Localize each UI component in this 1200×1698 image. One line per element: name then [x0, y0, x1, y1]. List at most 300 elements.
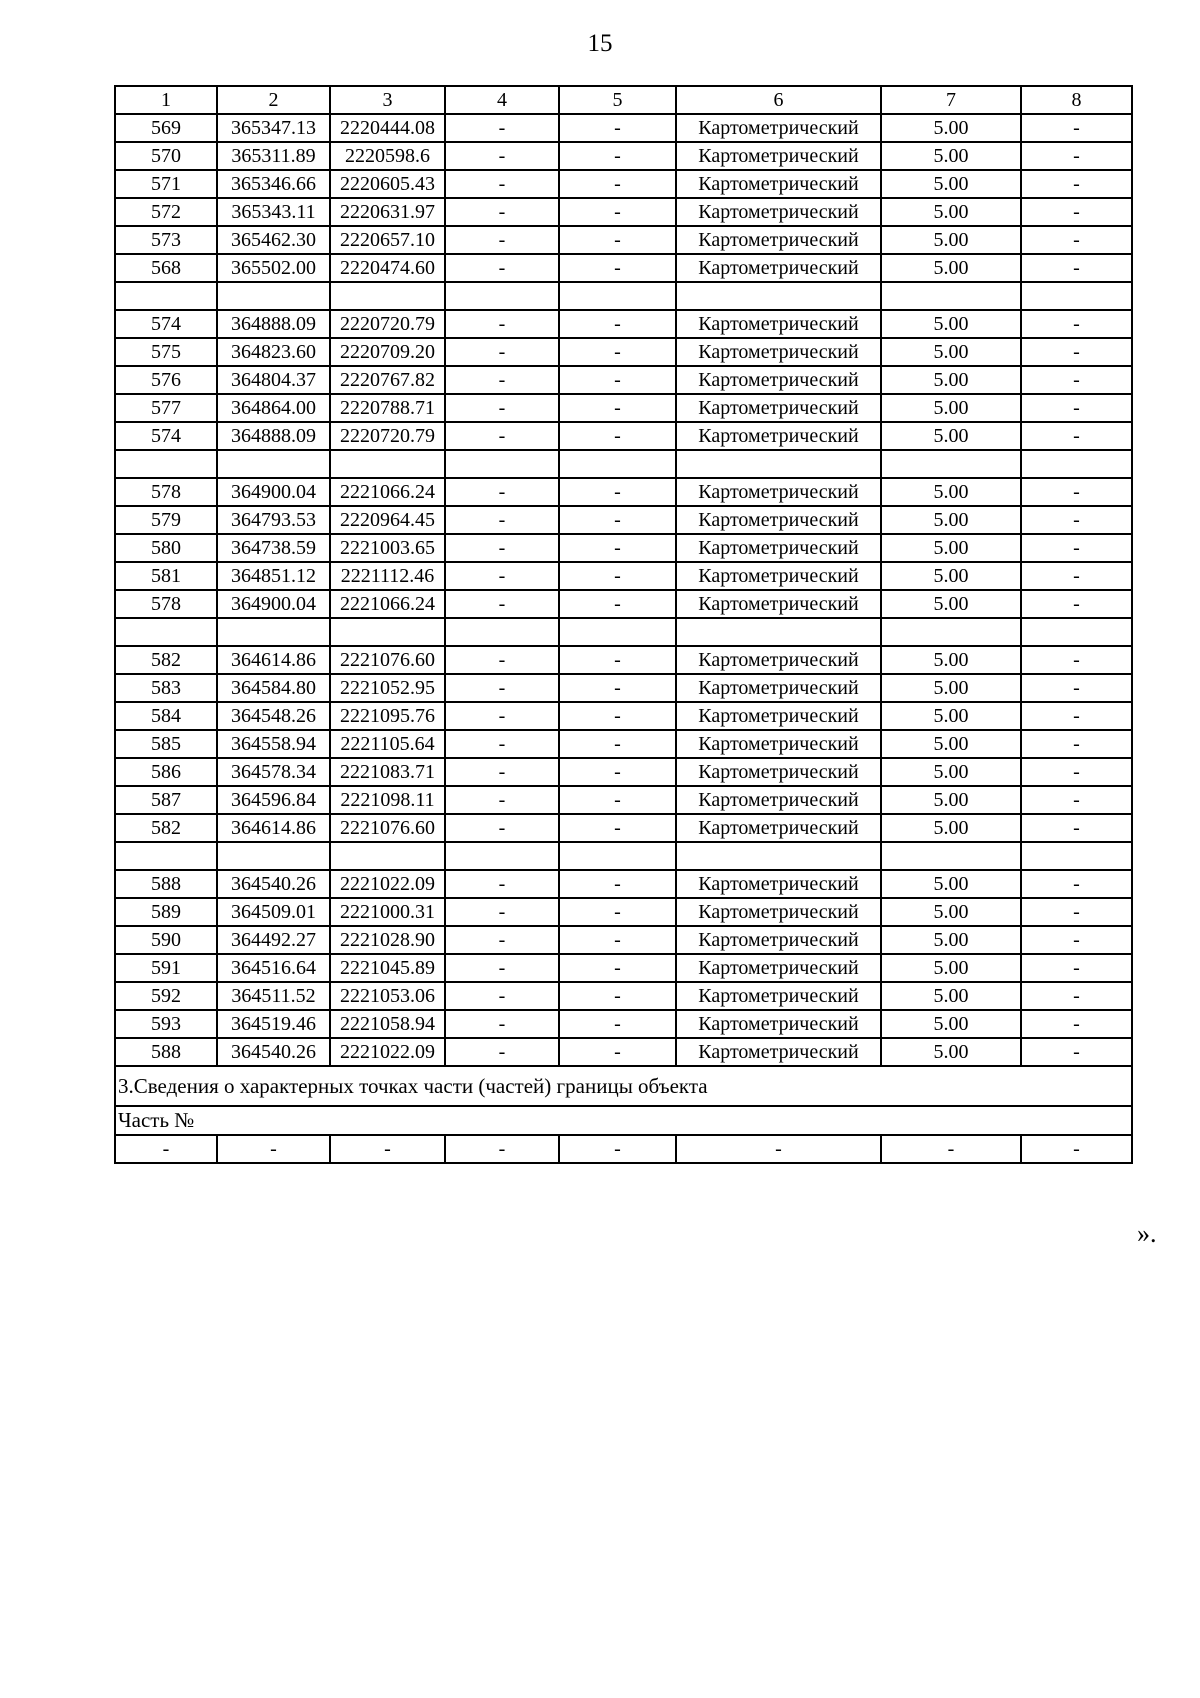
y-coordinate-cell	[330, 282, 445, 310]
header-cell: 5	[559, 86, 676, 114]
col8-cell: -	[1021, 702, 1132, 730]
x-coordinate-cell: 364851.12	[217, 562, 330, 590]
col5-cell: -	[559, 982, 676, 1010]
accuracy-cell: 5.00	[881, 954, 1021, 982]
col5-cell: -	[559, 338, 676, 366]
accuracy-cell: 5.00	[881, 478, 1021, 506]
col5-cell	[559, 282, 676, 310]
x-coordinate-cell: 364823.60	[217, 338, 330, 366]
y-coordinate-cell: 2221098.11	[330, 786, 445, 814]
table-row	[115, 478, 1132, 506]
col5-cell: -	[559, 646, 676, 674]
col8-cell: -	[1021, 646, 1132, 674]
point-number-cell: 585	[115, 730, 217, 758]
col4-cell: -	[445, 814, 559, 842]
y-coordinate-cell: 2221058.94	[330, 1010, 445, 1038]
x-coordinate-cell: 364492.27	[217, 926, 330, 954]
col5-cell	[559, 618, 676, 646]
col5-cell: -	[559, 1038, 676, 1066]
header-cell: 2	[217, 86, 330, 114]
table-row	[115, 394, 1132, 422]
accuracy-cell: 5.00	[881, 170, 1021, 198]
dash-row	[115, 1135, 1132, 1163]
accuracy-cell: 5.00	[881, 562, 1021, 590]
point-number-cell: 584	[115, 702, 217, 730]
col8-cell: -	[1021, 198, 1132, 226]
point-number-cell: 573	[115, 226, 217, 254]
y-coordinate-cell	[330, 842, 445, 870]
point-number-cell: 581	[115, 562, 217, 590]
point-number-cell: 578	[115, 478, 217, 506]
method-cell: Картометрический	[676, 1010, 881, 1038]
point-number-cell: 588	[115, 870, 217, 898]
dash-cell: -	[330, 1135, 445, 1163]
col8-cell: -	[1021, 534, 1132, 562]
col8-cell: -	[1021, 730, 1132, 758]
col4-cell: -	[445, 926, 559, 954]
point-number-cell: 570	[115, 142, 217, 170]
header-cell: 1	[115, 86, 217, 114]
point-number-cell: 574	[115, 310, 217, 338]
part-label-row	[115, 1106, 1132, 1135]
point-number-cell	[115, 450, 217, 478]
accuracy-cell	[881, 618, 1021, 646]
y-coordinate-cell: 2220444.08	[330, 114, 445, 142]
table-row	[115, 142, 1132, 170]
x-coordinate-cell	[217, 282, 330, 310]
col5-cell: -	[559, 534, 676, 562]
col8-cell	[1021, 450, 1132, 478]
x-coordinate-cell: 364864.00	[217, 394, 330, 422]
col8-cell: -	[1021, 226, 1132, 254]
header-cell: 3	[330, 86, 445, 114]
col8-cell: -	[1021, 786, 1132, 814]
x-coordinate-cell: 364888.09	[217, 422, 330, 450]
y-coordinate-cell: 2220964.45	[330, 506, 445, 534]
accuracy-cell: 5.00	[881, 730, 1021, 758]
col5-cell: -	[559, 702, 676, 730]
accuracy-cell: 5.00	[881, 786, 1021, 814]
y-coordinate-cell: 2220720.79	[330, 310, 445, 338]
x-coordinate-cell: 364519.46	[217, 1010, 330, 1038]
method-cell: Картометрический	[676, 1038, 881, 1066]
accuracy-cell: 5.00	[881, 534, 1021, 562]
x-coordinate-cell: 364900.04	[217, 590, 330, 618]
method-cell: Картометрический	[676, 646, 881, 674]
method-cell	[676, 842, 881, 870]
col4-cell: -	[445, 1038, 559, 1066]
col8-cell: -	[1021, 954, 1132, 982]
dash-cell: -	[559, 1135, 676, 1163]
y-coordinate-cell: 2220709.20	[330, 338, 445, 366]
method-cell: Картометрический	[676, 338, 881, 366]
col5-cell: -	[559, 254, 676, 282]
col5-cell: -	[559, 898, 676, 926]
table-row	[115, 898, 1132, 926]
x-coordinate-cell	[217, 842, 330, 870]
accuracy-cell: 5.00	[881, 338, 1021, 366]
table-row	[115, 646, 1132, 674]
accuracy-cell: 5.00	[881, 366, 1021, 394]
col5-cell: -	[559, 870, 676, 898]
col8-cell: -	[1021, 142, 1132, 170]
point-number-cell: 589	[115, 898, 217, 926]
y-coordinate-cell: 2220605.43	[330, 170, 445, 198]
col5-cell: -	[559, 814, 676, 842]
col4-cell: -	[445, 870, 559, 898]
col5-cell: -	[559, 730, 676, 758]
method-cell: Картометрический	[676, 674, 881, 702]
method-cell: Картометрический	[676, 898, 881, 926]
method-cell: Картометрический	[676, 954, 881, 982]
accuracy-cell: 5.00	[881, 814, 1021, 842]
y-coordinate-cell: 2221045.89	[330, 954, 445, 982]
table-row	[115, 534, 1132, 562]
accuracy-cell	[881, 450, 1021, 478]
col5-cell: -	[559, 226, 676, 254]
point-number-cell	[115, 842, 217, 870]
table-row	[115, 422, 1132, 450]
point-number-cell: 582	[115, 814, 217, 842]
col5-cell: -	[559, 366, 676, 394]
col4-cell: -	[445, 338, 559, 366]
col4-cell: -	[445, 898, 559, 926]
col4-cell: -	[445, 1010, 559, 1038]
col5-cell	[559, 450, 676, 478]
col8-cell: -	[1021, 310, 1132, 338]
col5-cell: -	[559, 198, 676, 226]
col8-cell: -	[1021, 982, 1132, 1010]
x-coordinate-cell: 364888.09	[217, 310, 330, 338]
header-cell: 4	[445, 86, 559, 114]
table-row	[115, 674, 1132, 702]
col4-cell: -	[445, 982, 559, 1010]
col4-cell: -	[445, 562, 559, 590]
method-cell	[676, 450, 881, 478]
y-coordinate-cell: 2220474.60	[330, 254, 445, 282]
table-row	[115, 338, 1132, 366]
table-row	[115, 814, 1132, 842]
col4-cell: -	[445, 786, 559, 814]
col4-cell: -	[445, 646, 559, 674]
method-cell: Картометрический	[676, 870, 881, 898]
y-coordinate-cell: 2221003.65	[330, 534, 445, 562]
point-number-cell: 591	[115, 954, 217, 982]
method-cell: Картометрический	[676, 814, 881, 842]
method-cell: Картометрический	[676, 590, 881, 618]
header-cell: 8	[1021, 86, 1132, 114]
y-coordinate-cell: 2221028.90	[330, 926, 445, 954]
col5-cell: -	[559, 1010, 676, 1038]
dash-cell: -	[217, 1135, 330, 1163]
coordinates-table	[114, 85, 1133, 1164]
method-cell: Картометрический	[676, 730, 881, 758]
page-number: 15	[587, 30, 613, 57]
y-coordinate-cell: 2221053.06	[330, 982, 445, 1010]
y-coordinate-cell: 2221076.60	[330, 814, 445, 842]
accuracy-cell: 5.00	[881, 898, 1021, 926]
accuracy-cell: 5.00	[881, 646, 1021, 674]
dash-cell: -	[881, 1135, 1021, 1163]
x-coordinate-cell: 364596.84	[217, 786, 330, 814]
method-cell: Картометрический	[676, 786, 881, 814]
y-coordinate-cell: 2221105.64	[330, 730, 445, 758]
col8-cell: -	[1021, 758, 1132, 786]
col8-cell: -	[1021, 170, 1132, 198]
section-title: 3.Сведения о характерных точках части (частей) границы объекта	[115, 1066, 1132, 1106]
blank-row	[115, 842, 1132, 870]
method-cell: Картометрический	[676, 198, 881, 226]
table-row	[115, 590, 1132, 618]
point-number-cell: 577	[115, 394, 217, 422]
blank-row	[115, 618, 1132, 646]
col4-cell: -	[445, 730, 559, 758]
col5-cell: -	[559, 758, 676, 786]
col8-cell: -	[1021, 1010, 1132, 1038]
method-cell: Картометрический	[676, 254, 881, 282]
y-coordinate-cell: 2220788.71	[330, 394, 445, 422]
accuracy-cell: 5.00	[881, 1038, 1021, 1066]
col8-cell: -	[1021, 366, 1132, 394]
point-number-cell: 574	[115, 422, 217, 450]
method-cell: Картометрический	[676, 562, 881, 590]
col4-cell: -	[445, 394, 559, 422]
point-number-cell: 575	[115, 338, 217, 366]
accuracy-cell: 5.00	[881, 254, 1021, 282]
col4-cell: -	[445, 114, 559, 142]
table-body	[115, 86, 1132, 1163]
col4-cell: -	[445, 170, 559, 198]
accuracy-cell: 5.00	[881, 870, 1021, 898]
col4-cell: -	[445, 534, 559, 562]
x-coordinate-cell	[217, 450, 330, 478]
point-number-cell: 582	[115, 646, 217, 674]
col4-cell: -	[445, 954, 559, 982]
col8-cell: -	[1021, 590, 1132, 618]
y-coordinate-cell: 2221076.60	[330, 646, 445, 674]
col4-cell: -	[445, 198, 559, 226]
point-number-cell: 580	[115, 534, 217, 562]
method-cell	[676, 618, 881, 646]
col4-cell	[445, 282, 559, 310]
dash-cell: -	[115, 1135, 217, 1163]
point-number-cell: 592	[115, 982, 217, 1010]
accuracy-cell: 5.00	[881, 674, 1021, 702]
x-coordinate-cell: 364548.26	[217, 702, 330, 730]
method-cell: Картометрический	[676, 366, 881, 394]
point-number-cell	[115, 618, 217, 646]
point-number-cell	[115, 282, 217, 310]
col8-cell: -	[1021, 478, 1132, 506]
y-coordinate-cell: 2221066.24	[330, 590, 445, 618]
method-cell: Картометрический	[676, 310, 881, 338]
table-row	[115, 954, 1132, 982]
table-row	[115, 170, 1132, 198]
col8-cell: -	[1021, 674, 1132, 702]
x-coordinate-cell: 365502.00	[217, 254, 330, 282]
point-number-cell: 576	[115, 366, 217, 394]
method-cell: Картометрический	[676, 534, 881, 562]
point-number-cell: 588	[115, 1038, 217, 1066]
col5-cell: -	[559, 786, 676, 814]
y-coordinate-cell: 2221052.95	[330, 674, 445, 702]
accuracy-cell: 5.00	[881, 114, 1021, 142]
x-coordinate-cell	[217, 618, 330, 646]
table-row	[115, 1010, 1132, 1038]
col4-cell: -	[445, 478, 559, 506]
table-row	[115, 198, 1132, 226]
header-row	[115, 86, 1132, 114]
method-cell: Картометрический	[676, 506, 881, 534]
point-number-cell: 593	[115, 1010, 217, 1038]
col5-cell: -	[559, 926, 676, 954]
col8-cell: -	[1021, 926, 1132, 954]
x-coordinate-cell: 364614.86	[217, 646, 330, 674]
accuracy-cell: 5.00	[881, 422, 1021, 450]
col4-cell: -	[445, 310, 559, 338]
col5-cell: -	[559, 170, 676, 198]
y-coordinate-cell: 2221000.31	[330, 898, 445, 926]
method-cell: Картометрический	[676, 114, 881, 142]
x-coordinate-cell: 364578.34	[217, 758, 330, 786]
accuracy-cell: 5.00	[881, 1010, 1021, 1038]
x-coordinate-cell: 364804.37	[217, 366, 330, 394]
x-coordinate-cell: 364509.01	[217, 898, 330, 926]
y-coordinate-cell: 2221022.09	[330, 1038, 445, 1066]
col8-cell: -	[1021, 814, 1132, 842]
accuracy-cell: 5.00	[881, 394, 1021, 422]
x-coordinate-cell: 364558.94	[217, 730, 330, 758]
col8-cell: -	[1021, 562, 1132, 590]
accuracy-cell: 5.00	[881, 506, 1021, 534]
method-cell: Картометрический	[676, 758, 881, 786]
y-coordinate-cell: 2221083.71	[330, 758, 445, 786]
closing-quote: ».	[1137, 1219, 1157, 1248]
section-title-row	[115, 1066, 1132, 1106]
y-coordinate-cell	[330, 618, 445, 646]
y-coordinate-cell: 2220598.6	[330, 142, 445, 170]
col5-cell: -	[559, 114, 676, 142]
col8-cell: -	[1021, 506, 1132, 534]
method-cell	[676, 282, 881, 310]
col8-cell: -	[1021, 1038, 1132, 1066]
point-number-cell: 569	[115, 114, 217, 142]
point-number-cell: 578	[115, 590, 217, 618]
col4-cell: -	[445, 422, 559, 450]
accuracy-cell	[881, 842, 1021, 870]
table-row	[115, 730, 1132, 758]
accuracy-cell: 5.00	[881, 226, 1021, 254]
accuracy-cell: 5.00	[881, 142, 1021, 170]
method-cell: Картометрический	[676, 478, 881, 506]
col4-cell: -	[445, 142, 559, 170]
col4-cell	[445, 450, 559, 478]
y-coordinate-cell: 2221066.24	[330, 478, 445, 506]
col8-cell: -	[1021, 338, 1132, 366]
x-coordinate-cell: 365311.89	[217, 142, 330, 170]
y-coordinate-cell: 2220657.10	[330, 226, 445, 254]
col8-cell	[1021, 282, 1132, 310]
table-row	[115, 562, 1132, 590]
method-cell: Картометрический	[676, 422, 881, 450]
method-cell: Картометрический	[676, 982, 881, 1010]
table-row	[115, 506, 1132, 534]
x-coordinate-cell: 365462.30	[217, 226, 330, 254]
col5-cell: -	[559, 394, 676, 422]
col8-cell	[1021, 618, 1132, 646]
col4-cell: -	[445, 506, 559, 534]
x-coordinate-cell: 364540.26	[217, 870, 330, 898]
col5-cell: -	[559, 142, 676, 170]
col4-cell: -	[445, 254, 559, 282]
header-cell: 6	[676, 86, 881, 114]
col5-cell: -	[559, 310, 676, 338]
y-coordinate-cell: 2220631.97	[330, 198, 445, 226]
col8-cell	[1021, 842, 1132, 870]
y-coordinate-cell: 2221022.09	[330, 870, 445, 898]
col4-cell: -	[445, 366, 559, 394]
accuracy-cell: 5.00	[881, 702, 1021, 730]
table-row	[115, 226, 1132, 254]
table-row	[115, 114, 1132, 142]
col4-cell: -	[445, 758, 559, 786]
col8-cell: -	[1021, 422, 1132, 450]
dash-cell: -	[1021, 1135, 1132, 1163]
x-coordinate-cell: 365343.11	[217, 198, 330, 226]
table-row	[115, 366, 1132, 394]
y-coordinate-cell: 2220720.79	[330, 422, 445, 450]
method-cell: Картометрический	[676, 926, 881, 954]
point-number-cell: 583	[115, 674, 217, 702]
x-coordinate-cell: 364614.86	[217, 814, 330, 842]
col4-cell: -	[445, 674, 559, 702]
method-cell: Картометрический	[676, 170, 881, 198]
col5-cell: -	[559, 674, 676, 702]
accuracy-cell: 5.00	[881, 590, 1021, 618]
method-cell: Картометрический	[676, 702, 881, 730]
method-cell: Картометрический	[676, 142, 881, 170]
x-coordinate-cell: 364511.52	[217, 982, 330, 1010]
x-coordinate-cell: 364900.04	[217, 478, 330, 506]
table-row	[115, 786, 1132, 814]
point-number-cell: 587	[115, 786, 217, 814]
col5-cell: -	[559, 506, 676, 534]
table-row	[115, 926, 1132, 954]
method-cell: Картометрический	[676, 394, 881, 422]
col5-cell: -	[559, 562, 676, 590]
col5-cell: -	[559, 590, 676, 618]
table-row	[115, 982, 1132, 1010]
method-cell: Картометрический	[676, 226, 881, 254]
point-number-cell: 572	[115, 198, 217, 226]
x-coordinate-cell: 364584.80	[217, 674, 330, 702]
col5-cell: -	[559, 478, 676, 506]
col5-cell: -	[559, 954, 676, 982]
table-row	[115, 1038, 1132, 1066]
accuracy-cell: 5.00	[881, 982, 1021, 1010]
col8-cell: -	[1021, 870, 1132, 898]
header-cell: 7	[881, 86, 1021, 114]
col4-cell: -	[445, 702, 559, 730]
col5-cell: -	[559, 422, 676, 450]
accuracy-cell: 5.00	[881, 758, 1021, 786]
point-number-cell: 571	[115, 170, 217, 198]
accuracy-cell: 5.00	[881, 926, 1021, 954]
accuracy-cell: 5.00	[881, 198, 1021, 226]
x-coordinate-cell: 364516.64	[217, 954, 330, 982]
y-coordinate-cell: 2220767.82	[330, 366, 445, 394]
accuracy-cell: 5.00	[881, 310, 1021, 338]
